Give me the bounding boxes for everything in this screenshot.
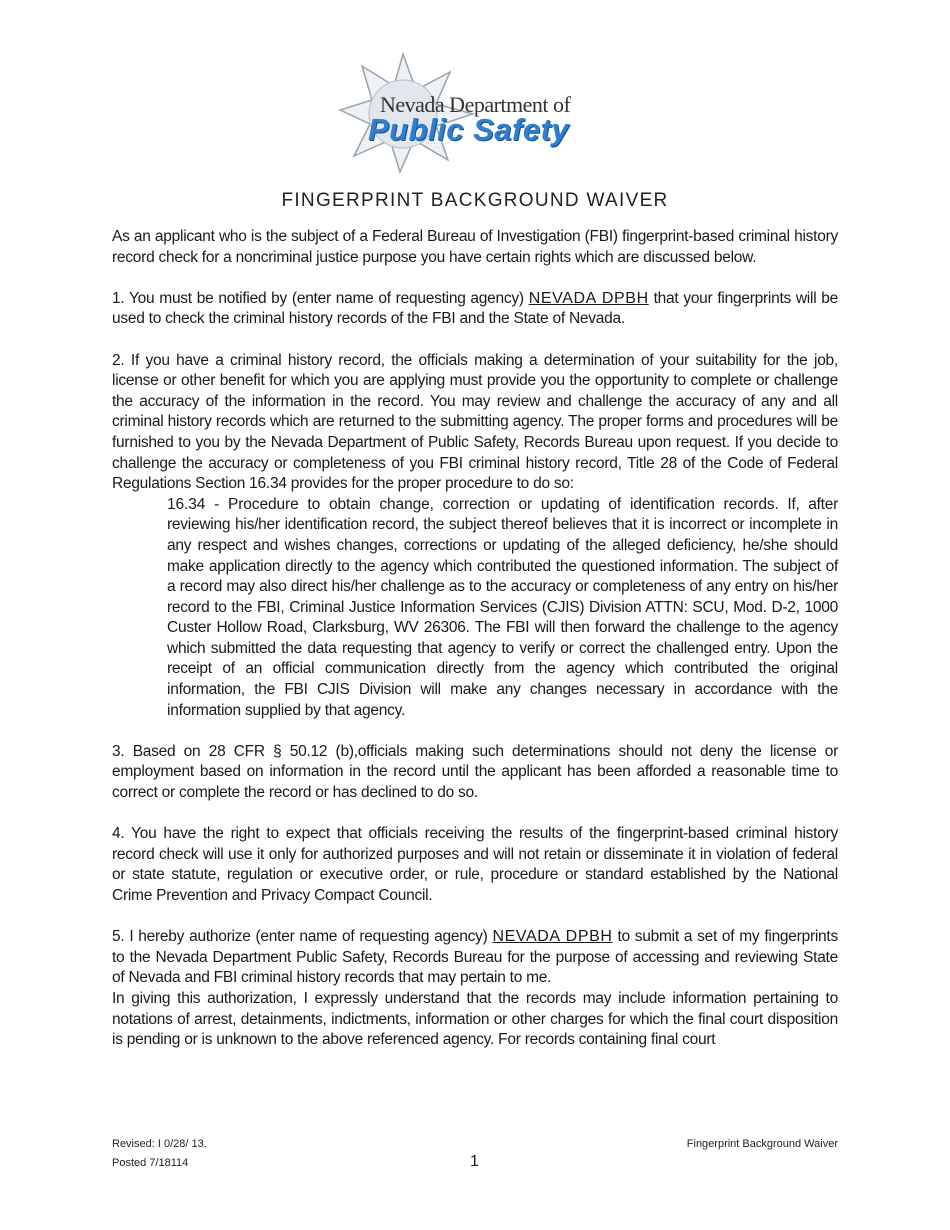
paragraph-1 xyxy=(112,289,838,330)
p1-text-before: 1. You must be notified by (enter name of requesting agency) xyxy=(112,289,529,307)
paragraph-3: 3. Based on 28 CFR § 50.12 (b),officials making such determinations should not deny the license or employment based on information in the record until the applicant has been afforded a reasonable time to correct or complete the record or has declined to do so. xyxy=(112,742,838,802)
footer-revised: Revised: I 0/28/ 13. xyxy=(112,1138,207,1150)
document-title: FINGERPRINT BACKGROUND WAIVER xyxy=(281,190,669,211)
logo-line1: Nevada Department of xyxy=(380,92,571,117)
footer-doc-name: Fingerprint Background Waiver xyxy=(686,1138,838,1150)
cfr-quote-heading: 16.34 - Procedure to obtain change, correction or updating of identification records. xyxy=(167,495,779,513)
p5-text-after: to submit a set of my fingerprints to the Nevada Department Public Safety, Records Bureau for the purpose of accessing and reviewing State of Nevada and FBI criminal history records that may pertain to me. xyxy=(112,928,838,987)
authorized-agency-field[interactable]: NEVADA DPBH xyxy=(492,928,613,946)
page-number: 1 xyxy=(470,1153,479,1170)
cfr-quote-text: If, after reviewing his/her identification record, the subject thereof believes that it is incorrect or incomplete in any respect and wishes changes, corrections or updating of the alleged deficiency, he/she should make application directly to the agency which contributed the questioned information. The subject of a record may also direct his/her challenge as to the accuracy or completeness of any entry on his/her record to the FBI, Criminal Justice Information Services (CJIS) Division ATTN: SCU, Mod. D-2, 1000 Custer Hollow Road, Clarksburg, WV 26306. The FBI will then forward the challenge to the agency which submitted the data requesting that agency to verify or correct the challenged entry. Upon the receipt of an official communication directly from the agency which contributed the original information, the FBI CJIS Division will make any changes necessary in accordance with the information supplied by that agency. xyxy=(167,495,838,719)
cfr-quote xyxy=(167,495,838,722)
document-body xyxy=(112,227,838,1051)
p5-text-before: 5. I hereby authorize (enter name of requesting agency) xyxy=(112,928,493,946)
paragraph-4: 4. You have the right to expect that officials receiving the results of the fingerprint-based criminal history record check will use it only for authorized purposes and will not retain or disseminate it in violation of federal or state statute, regulation or executive order, or rule, procedure or standard established by the National Crime Prevention and Privacy Compact Council. xyxy=(112,825,838,904)
intro-paragraph: As an applicant who is the subject of a Federal Bureau of Investigation (FBI) fingerprint-based criminal history record check for a noncriminal justice purpose you have certain rights which are discussed below. xyxy=(112,228,838,266)
logo-line2: Public Safety xyxy=(368,112,570,147)
p1-text-after: that your fingerprints will be used to check the criminal history records of the FBI and the State of Nevada. xyxy=(112,289,838,328)
requesting-agency-field[interactable]: NEVADA DPBH xyxy=(528,289,649,307)
paragraph-2: 2. If you have a criminal history record, the officials making a determination of your suitability for the job, license or other benefit for which you are applying must provide you the opportunity to complete or challenge the accuracy of the information in the record. You may review and challenge the accuracy of any and all criminal history records which are returned to the submitting agency. The proper forms and procedures will be furnished to you by the Nevada Department of Public Safety, Records Bureau upon request. If you decide to challenge the accuracy or completeness of you FBI criminal history record, Title 28 of the Code of Federal Regulations Section 16.34 provides for the proper procedure to do so: xyxy=(112,351,838,493)
footer-posted: Posted 7/18114 xyxy=(112,1157,189,1169)
paragraph-6: In giving this authorization, I expressly understand that the records may include information pertaining to notations of arrest, detainments, indictments, information or other charges for which the final court disposition is pending or is unknown to the above referenced agency. For records containing final court xyxy=(112,989,838,1049)
nevada-dps-logo xyxy=(338,52,628,174)
paragraph-5 xyxy=(112,927,838,989)
